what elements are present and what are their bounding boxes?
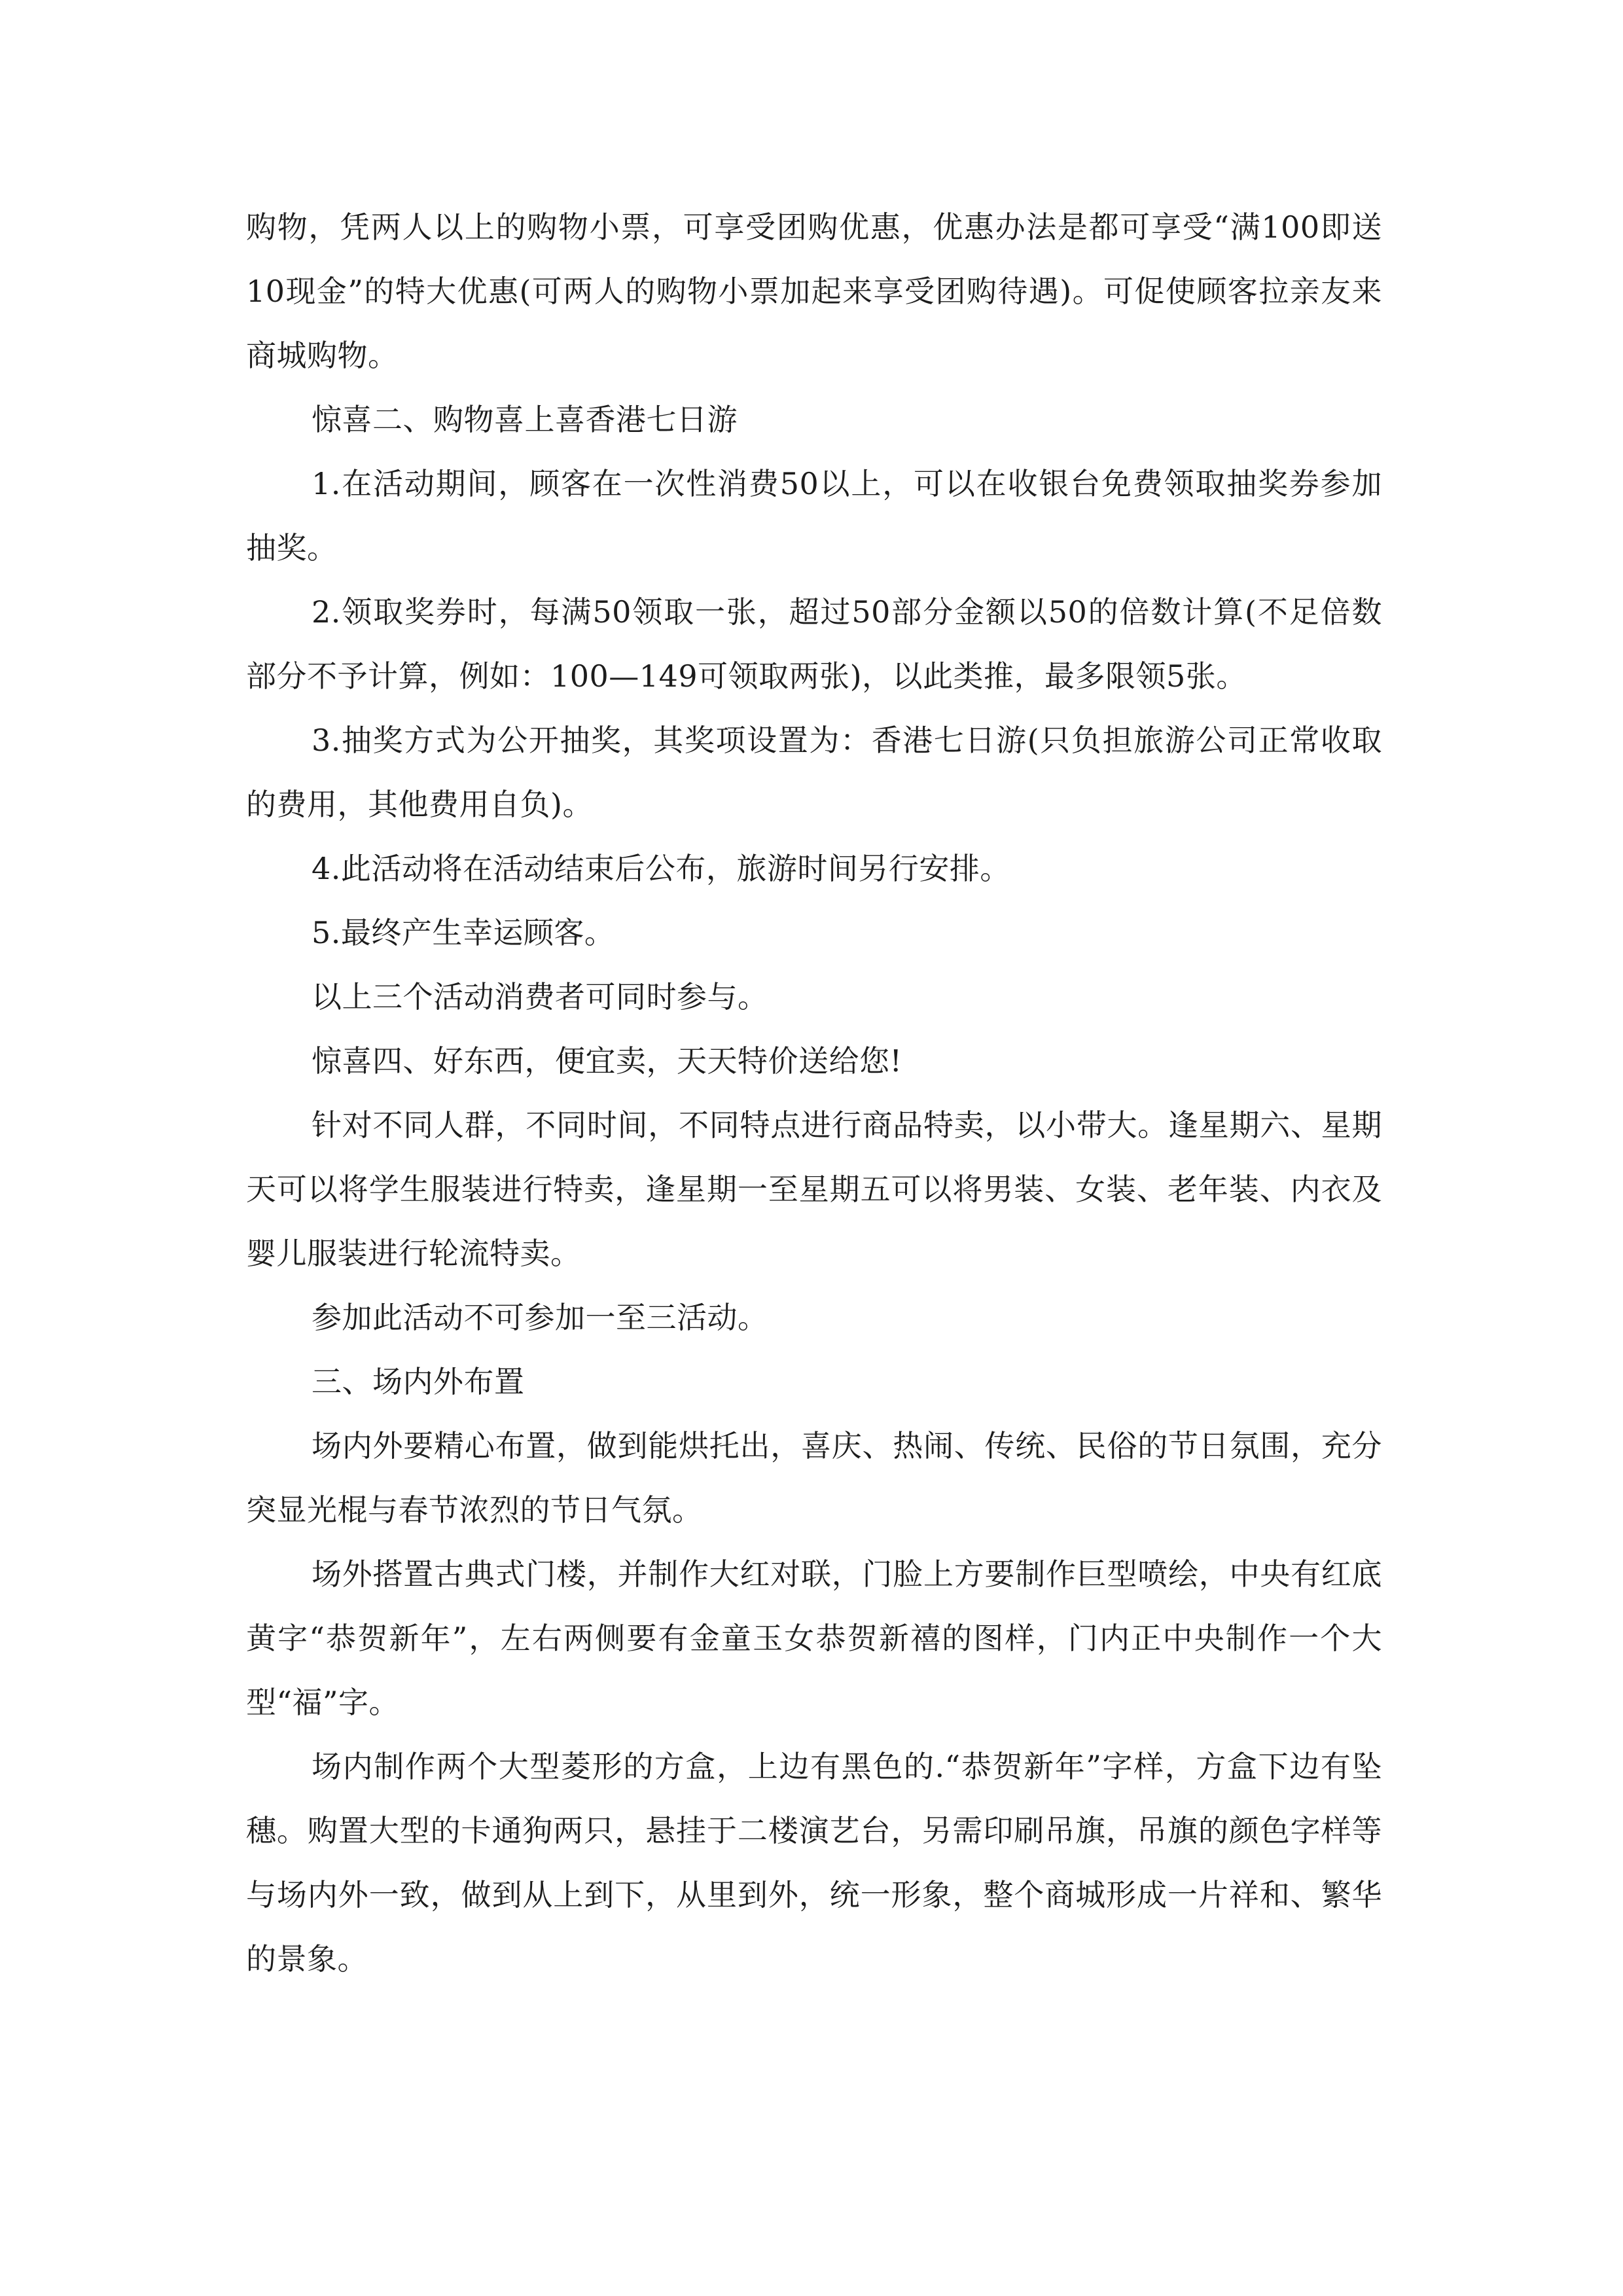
paragraph-group-buy-continuation: 购物，凭两人以上的购物小票，可享受团购优惠，优惠办法是都可享受“满100即送10现金”的特大优惠(可两人的购物小票加起来享受团购待遇)。可促使顾客拉亲友来商城购物。 <box>246 209 1382 373</box>
paragraph-decoration-overview: 场内外要精心布置，做到能烘托出，喜庆、热闹、传统、民俗的节日氛围，充分突显光棍与春节浓烈的节日气氛。 <box>246 1428 1382 1528</box>
paragraph-exclusion-note: 参加此活动不可参加一至三活动。 <box>312 1300 768 1335</box>
heading-surprise-four: 惊喜四、好东西，便宜卖，天天特价送给您! <box>312 1043 902 1079</box>
list-item-4: 4.此活动将在活动结束后公布，旅游时间另行安排。 <box>312 851 1010 886</box>
list-item-2: 2.领取奖券时，每满50领取一张，超过50部分金额以50的倍数计算(不足倍数部分不予计算，例如：100—149可领取两张)，以此类推，最多限领5张。 <box>246 594 1382 694</box>
paragraph-participation-note: 以上三个活动消费者可同时参与。 <box>312 979 768 1014</box>
list-item-5: 5.最终产生幸运顾客。 <box>312 915 615 950</box>
paragraph-indoor-decoration: 场内制作两个大型菱形的方盒，上边有黑色的.“恭贺新年”字样，方盒下边有坠穗。购置大型的卡通狗两只，悬挂于二楼演艺台，另需印刷吊旗，吊旗的颜色字样等与场内外一致，做到从上到下，从里到外，统一形象，整个商城形成一片祥和、繁华的景象。 <box>246 1749 1382 1977</box>
paragraph-outdoor-decoration: 场外搭置古典式门楼，并制作大红对联，门脸上方要制作巨型喷绘，中央有红底黄字“恭贺新年”，左右两侧要有金童玉女恭贺新禧的图样，门内正中央制作一个大型“福”字。 <box>246 1556 1382 1720</box>
heading-surprise-two: 惊喜二、购物喜上喜香港七日游 <box>312 402 738 437</box>
heading-venue-decoration: 三、场内外布置 <box>312 1364 525 1399</box>
document-body <box>246 195 1382 1991</box>
list-item-3: 3.抽奖方式为公开抽奖，其奖项设置为：香港七日游(只负担旅游公司正常收取的费用，其他费用自负)。 <box>246 723 1382 822</box>
list-item-1: 1.在活动期间，顾客在一次性消费50以上，可以在收银台免费领取抽奖券参加抽奖。 <box>246 466 1382 565</box>
paragraph-special-sales: 针对不同人群，不同时间，不同特点进行商品特卖，以小带大。逢星期六、星期天可以将学生服装进行特卖，逢星期一至星期五可以将男装、女装、老年装、内衣及婴儿服装进行轮流特卖。 <box>246 1107 1382 1271</box>
